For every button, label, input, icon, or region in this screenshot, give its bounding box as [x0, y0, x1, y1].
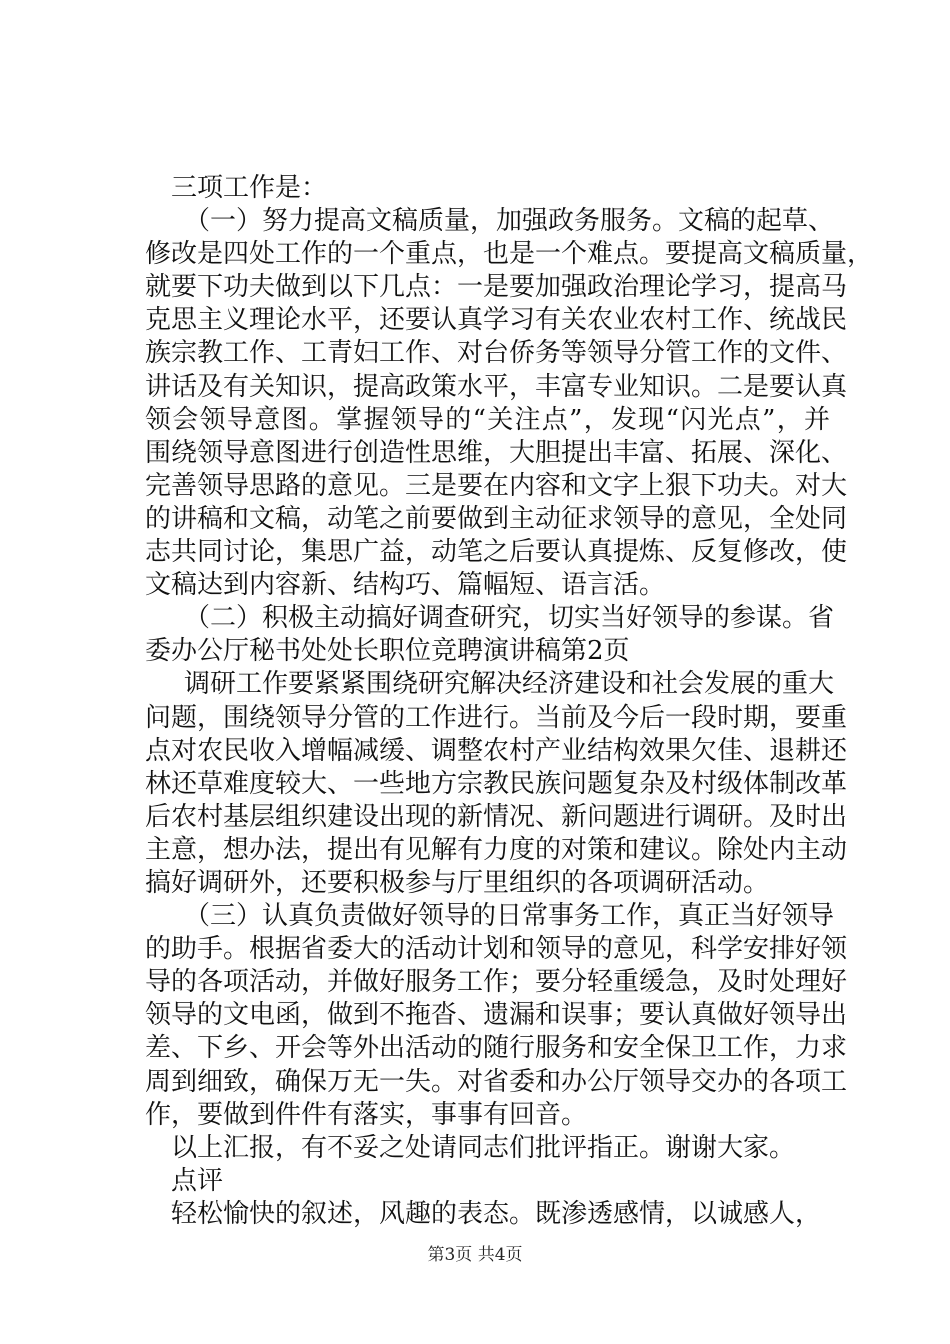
text-line: 族宗教工作、工青妇工作、对台侨务等领导分管工作的文件、 [145, 338, 848, 369]
text-line: 导的各项活动，并做好服务工作；要分轻重缓急，及时处理好 [145, 967, 848, 998]
text-line: 作，要做到件件有落实，事事有回音。 [145, 1099, 588, 1130]
text-line: 志共同讨论，集思广益，动笔之后要认真提炼、反复修改，使 [145, 537, 848, 568]
text-line: 讲话及有关知识，提高政策水平，丰富专业知识。二是要认真 [145, 371, 848, 402]
text-line: 轻松愉快的叙述，风趣的表态。既渗透感情，以诚感人， [171, 1198, 822, 1229]
text-line: 领会领导意图。掌握领导的“关注点”，发现“闪光点”，并 [145, 404, 830, 435]
text-line: 林还草难度较大、一些地方宗教民族问题复杂及村级体制改革 [145, 768, 848, 799]
text-line: （三）认真负责做好领导的日常事务工作，真正当好领导 [184, 901, 835, 932]
text-line: 调研工作要紧紧围绕研究解决经济建设和社会发展的重大 [184, 669, 835, 700]
text-line: 以上汇报，有不妥之处请同志们批评指正。谢谢大家。 [171, 1132, 796, 1163]
text-line: 文稿达到内容新、结构巧、篇幅短、语言活。 [145, 570, 666, 601]
text-line: 围绕领导意图进行创造性思维，大胆提出丰富、拓展、深化、 [145, 437, 848, 468]
text-line: （一）努力提高文稿质量，加强政务服务。文稿的起草、 [184, 206, 835, 237]
text-line: 问题，围绕领导分管的工作进行。当前及今后一段时期，要重 [145, 702, 848, 733]
page-number-label: 第3页 共4页 [427, 1245, 523, 1265]
text-line: 后农村基层组织建设出现的新情况、新问题进行调研。及时出 [145, 801, 848, 832]
text-line: 就要下功夫做到以下几点：一是要加强政治理论学习，提高马 [145, 272, 848, 303]
text-line: 搞好调研外，还要积极参与厅里组织的各项调研活动。 [145, 867, 770, 898]
text-line: 的助手。根据省委大的活动计划和领导的意见，科学安排好领 [145, 934, 848, 965]
text-line: 点评 [171, 1165, 224, 1196]
text-line: 完善领导思路的意见。三是要在内容和文字上狠下功夫。对大 [145, 470, 848, 501]
text-line: 领导的文电函，做到不拖沓、遗漏和误事；要认真做好领导出 [145, 1000, 848, 1031]
page-footer [0, 1243, 950, 1267]
text-line: 周到细致，确保万无一失。对省委和办公厅领导交办的各项工 [145, 1066, 848, 1097]
text-line: 委办公厅秘书处处长职位竞聘演讲稿第2页 [145, 636, 630, 667]
document-body [145, 172, 874, 1231]
text-line: 的讲稿和文稿，动笔之前要做到主动征求领导的意见，全处同 [145, 503, 848, 534]
text-line: 主意，想办法，提出有见解有力度的对策和建议。除处内主动 [145, 834, 848, 865]
text-line: 克思主义理论水平，还要认真学习有关农业农村工作、统战民 [145, 305, 848, 336]
text-line: 点对农民收入增幅减缓、调整农村产业结构效果欠佳、退耕还 [145, 735, 848, 766]
text-line: 三项工作是： [171, 173, 328, 203]
text-line: （二）积极主动搞好调查研究，切实当好领导的参谋。省 [184, 603, 835, 634]
text-line: 差、下乡、开会等外出活动的随行服务和安全保卫工作，力求 [145, 1033, 848, 1064]
text-line: 修改是四处工作的一个重点，也是一个难点。要提高文稿质量， [145, 239, 874, 270]
